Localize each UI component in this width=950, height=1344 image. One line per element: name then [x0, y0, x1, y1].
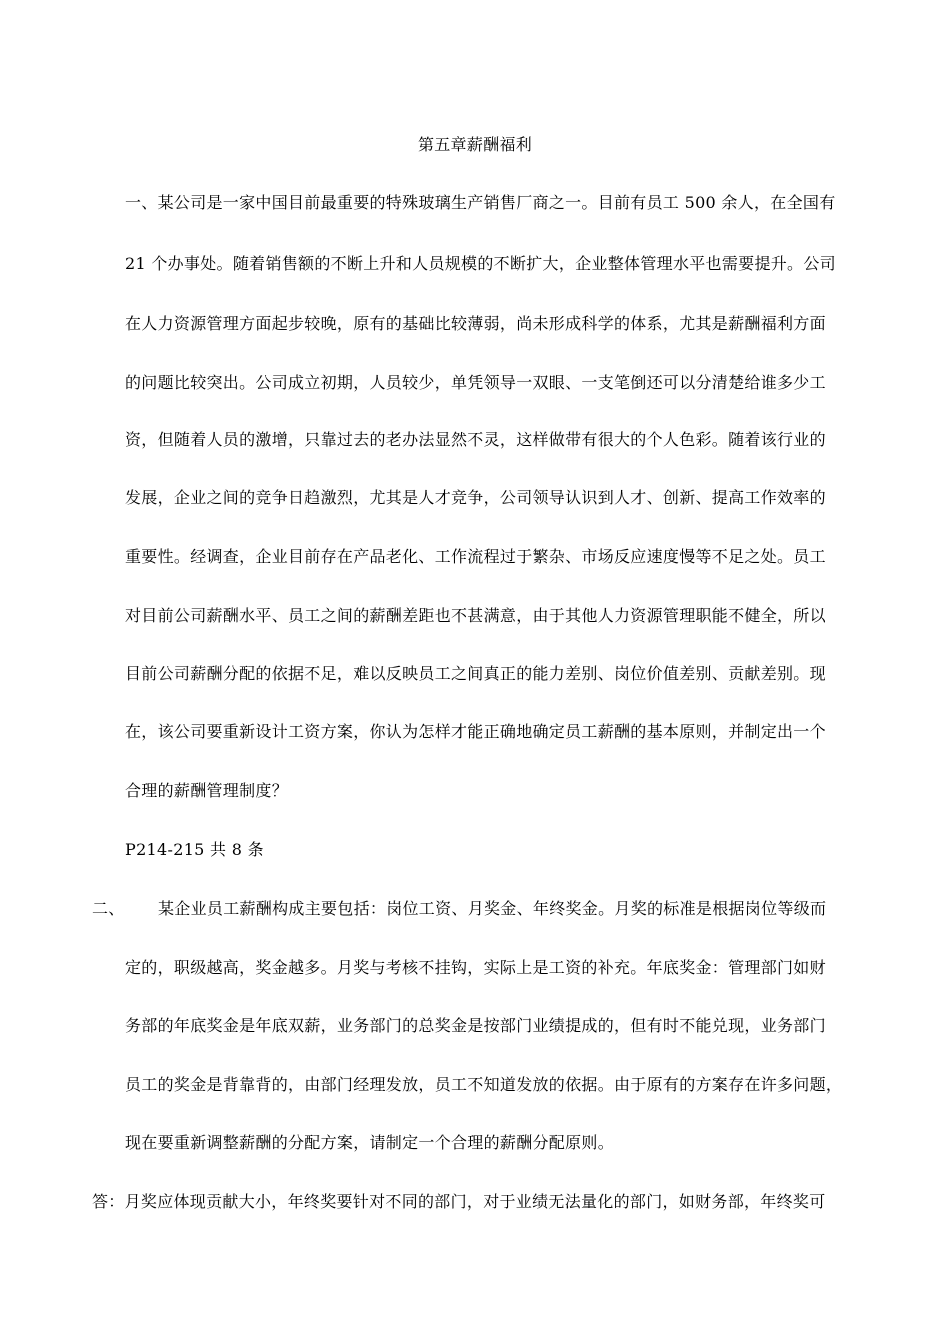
s1-line-9: 在，该公司要重新设计工资方案，你认为怎样才能正确地确定员工薪酬的基本原则，并制定出一个 [125, 722, 826, 741]
s1-line-6: 重要性。经调查，企业目前存在产品老化、工作流程过于繁杂、市场反应速度慢等不足之处。员工 [125, 547, 826, 566]
s1-line-8: 目前公司薪酬分配的依据不足，难以反映员工之间真正的能力差别、岗位价值差别、贡献差别。现 [125, 664, 826, 683]
page-reference: P214-215 共 8 条 [125, 840, 264, 859]
s2-line-4: 现在要重新调整薪酬的分配方案，请制定一个合理的薪酬分配原则。 [125, 1133, 615, 1152]
s1-line-4: 资，但随着人员的激增，只靠过去的老办法显然不灵，这样做带有很大的个人色彩。随着该行业的 [125, 430, 826, 449]
s2-line-0: 某企业员工薪酬构成主要包括：岗位工资、月奖金、年终奖金。月奖的标准是根据岗位等级而 [158, 899, 827, 918]
s2-line-2: 务部的年底奖金是年底双薪，业务部门的总奖金是按部门业绩提成的，但有时不能兑现，业务部门 [125, 1016, 826, 1035]
s2-marker: 二、 [92, 899, 125, 918]
s1-line-3: 的问题比较突出。公司成立初期，人员较少，单凭领导一双眼、一支笔倒还可以分清楚给谁多少工 [125, 373, 826, 392]
s1-line-1: 21 个办事处。随着销售额的不断上升和人员规模的不断扩大，企业整体管理水平也需要提升。公司 [125, 254, 836, 273]
s1-line-0: 一、某公司是一家中国目前最重要的特殊玻璃生产销售厂商之一。目前有员工 500 余人，在全国有 [125, 193, 836, 212]
s2-line-1: 定的，职级越高，奖金越多。月奖与考核不挂钩，实际上是工资的补充。年底奖金：管理部门如财 [125, 958, 826, 977]
s1-line-5: 发展，企业之间的竞争日趋激烈，尤其是人才竞争，公司领导认识到人才、创新、提高工作效率的 [125, 488, 826, 507]
s1-line-7: 对目前公司薪酬水平、员工之间的薪酬差距也不甚满意，由于其他人力资源管理职能不健全，所以 [125, 606, 826, 625]
s1-line-2: 在人力资源管理方面起步较晚，原有的基础比较薄弱，尚未形成科学的体系，尤其是薪酬福利方面 [125, 314, 826, 333]
s1-line-10: 合理的薪酬管理制度？ [125, 781, 289, 800]
page-title: 第五章薪酬福利 [417, 135, 533, 154]
s2-line-3: 员工的奖金是背靠背的，由部门经理发放，员工不知道发放的依据。由于原有的方案存在许多问题， [125, 1075, 843, 1094]
answer-line: 答：月奖应体现贡献大小，年终奖要针对不同的部门，对于业绩无法量化的部门，如财务部，年终奖可 [92, 1192, 826, 1211]
